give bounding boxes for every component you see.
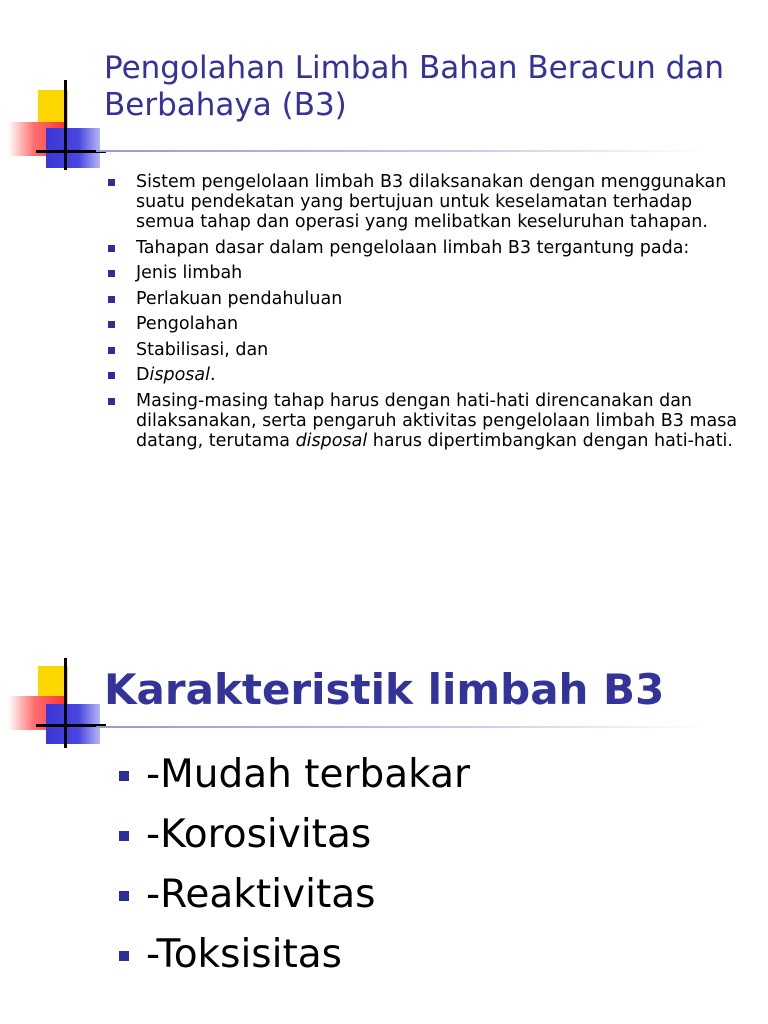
vertical-line	[64, 658, 67, 748]
corner-decoration	[0, 620, 110, 750]
bullet-icon	[108, 372, 115, 379]
bullet-icon	[108, 245, 115, 252]
bullet-icon	[108, 270, 115, 277]
bullet-icon	[119, 951, 129, 961]
list-item: -Mudah terbakar	[118, 745, 470, 805]
bullet-icon	[108, 347, 115, 354]
list-item: -Reaktivitas	[118, 865, 470, 925]
vertical-line	[64, 80, 67, 170]
list-item: -Toksisitas	[118, 925, 470, 985]
bullet-icon	[108, 179, 115, 186]
list-item: Stabilisasi, dan	[106, 340, 746, 360]
list-item: -Korosivitas	[118, 805, 470, 865]
slide-title: Karakteristik limbah B3	[104, 665, 665, 714]
bullet-icon	[108, 398, 115, 405]
list-item: Jenis limbah	[106, 263, 746, 283]
list-item: Perlakuan pendahuluan	[106, 289, 746, 309]
title-underline	[96, 726, 706, 728]
bullet-icon	[119, 771, 129, 781]
bullet-icon	[119, 831, 129, 841]
list-item: Pengolahan	[106, 314, 746, 334]
list-item: Disposal.	[106, 365, 746, 385]
blue-square	[46, 128, 100, 168]
bullet-icon	[108, 296, 115, 303]
list-item: Sistem pengelolaan limbah B3 dilaksanakan dengan menggunakan suatu pendekatan yang bertujuan untuk keselamatan terhadap semua tahap dan operasi yang melibatkan keseluruhan tahapan.	[106, 172, 746, 232]
bullet-icon	[119, 891, 129, 901]
list-item: Masing-masing tahap harus dengan hati-hati direncanakan dan dilaksanakan, serta pengaruh aktivitas pengelolaan limbah B3 masa datang, terutama disposal harus dipertimbangkan dengan hati-hati.	[106, 391, 746, 451]
slide-2	[0, 620, 768, 1024]
title-underline	[96, 150, 706, 152]
bullet-list	[118, 745, 470, 985]
slide-title: Pengolahan Limbah Bahan Beracun dan Berbahaya (B3)	[104, 50, 724, 123]
corner-decoration	[0, 0, 110, 130]
bullet-list	[106, 172, 746, 456]
list-item: Tahapan dasar dalam pengelolaan limbah B3 tergantung pada:	[106, 238, 746, 258]
bullet-icon	[108, 321, 115, 328]
